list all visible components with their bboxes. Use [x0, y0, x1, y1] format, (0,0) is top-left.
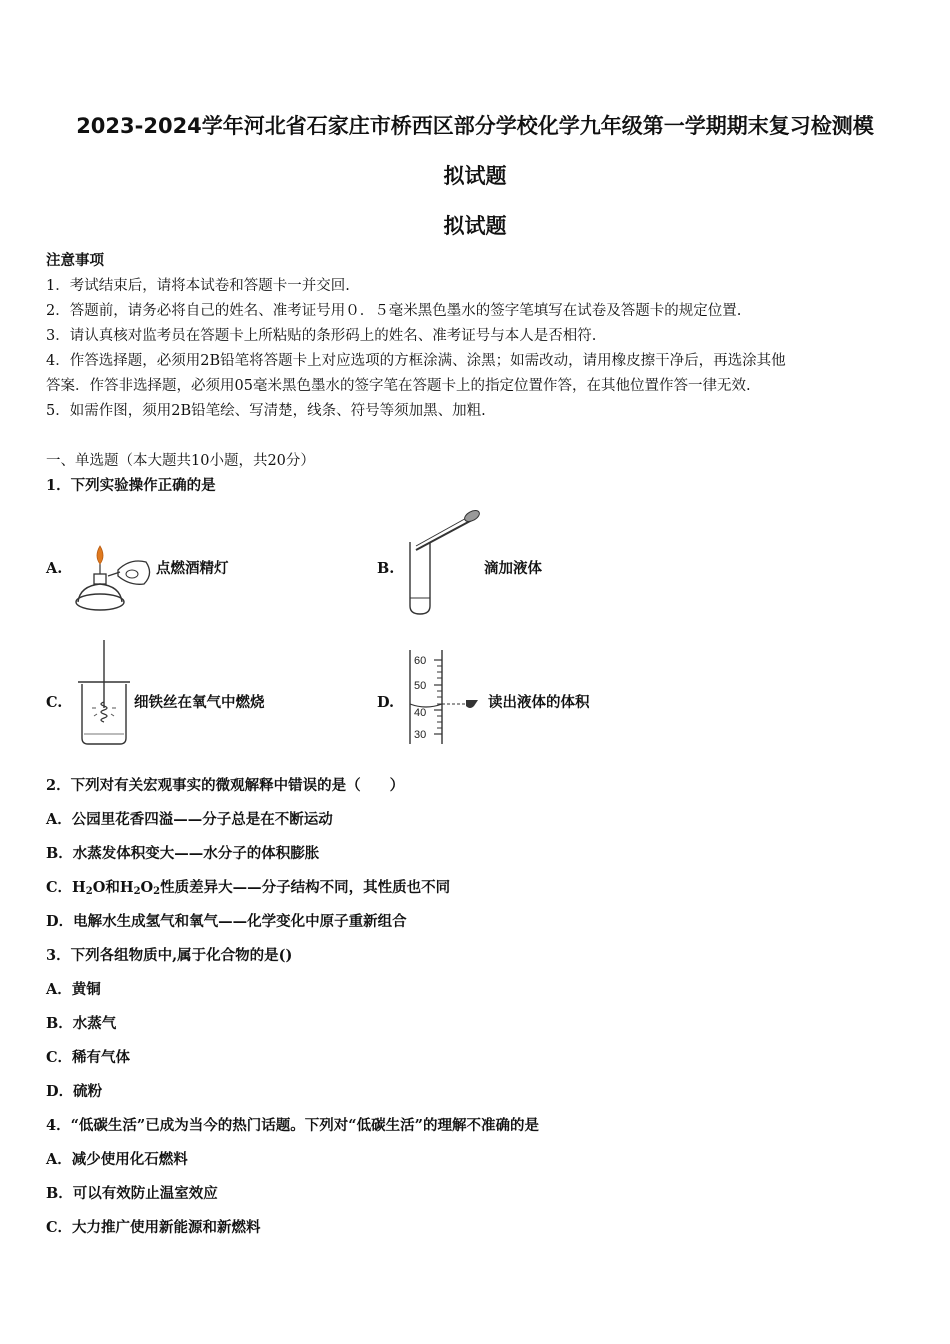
- iron-wire-combustion-figure: [76, 640, 132, 746]
- notice-item: 4．作答选择题，必须用2B铅笔将答题卡上对应选项的方框涂满、涂黑；如需改动，请用橡皮擦干净后，再选涂其他: [46, 353, 786, 369]
- cylinder-tick-label: 60: [414, 655, 427, 667]
- question-3-stem: 3．下列各组物质中,属于化合物的是(): [46, 947, 293, 964]
- cylinder-tick-label: 30: [414, 729, 427, 741]
- q2-option-a: A．公园里花香四溢——分子总是在不断运动: [46, 811, 333, 828]
- q4-option-b: B．可以有效防止温室效应: [46, 1185, 218, 1202]
- exam-title-line2: 拟试题: [443, 164, 507, 188]
- dropper-test-tube-figure: [400, 506, 490, 618]
- q1-option-d-label: D.: [377, 694, 395, 711]
- exam-title-line3: 拟试题: [443, 214, 507, 238]
- question-1-stem: 1．下列实验操作正确的是: [46, 477, 216, 494]
- q3-option-d: D．硫粉: [46, 1083, 103, 1100]
- q1-option-c-text: 细铁丝在氧气中燃烧: [134, 694, 265, 711]
- cylinder-tick-label: 50: [414, 680, 427, 692]
- q1-option-c-label: C.: [46, 694, 63, 711]
- alcohol-lamp-figure: [72, 540, 156, 616]
- q1-option-a-text: 点燃酒精灯: [156, 560, 229, 577]
- q3-option-b: B．水蒸气: [46, 1015, 117, 1032]
- q4-option-a: A．减少使用化石燃料: [46, 1151, 188, 1168]
- q3-option-a: A．黄铜: [46, 981, 101, 998]
- graduated-cylinder-figure: [400, 648, 490, 748]
- cylinder-tick-label: 40: [414, 707, 427, 719]
- q3-option-c: C．稀有气体: [46, 1049, 131, 1066]
- question-4-stem: 4．“低碳生活”已成为当今的热门话题。下列对“低碳生活”的理解不准确的是: [46, 1117, 539, 1134]
- notice-item: 3．请认真核对监考员在答题卡上所粘贴的条形码上的姓名、准考证号与本人是否相符.: [46, 328, 597, 344]
- notice-item: 答案．作答非选择题，必须用05毫米黑色墨水的签字笔在答题卡上的指定位置作答，在其他位置作答一律无效.: [46, 378, 751, 394]
- q2-option-c: C．$H_2O$和$H_2O_2$性质差异大——分子结构不同，其性质也不同: [46, 879, 451, 897]
- q1-option-b-label: B.: [377, 560, 395, 577]
- q1-option-a-label: A.: [46, 560, 63, 577]
- exam-title-line1: 2023-2024学年河北省石家庄市桥西区部分学校化学九年级第一学期期末复习检测模: [76, 114, 874, 138]
- notice-item: 2．答题前，请务必将自己的姓名、准考证号用０．５毫米黑色墨水的签字笔填写在试卷及答题卡的规定位置.: [46, 303, 742, 319]
- q1-option-d-text: 读出液体的体积: [488, 694, 590, 711]
- q1-option-b-text: 滴加液体: [484, 560, 542, 577]
- question-2-stem: 2．下列对有关宏观事实的微观解释中错误的是（ ）: [46, 777, 405, 794]
- q2-option-b: B．水蒸发体积变大——水分子的体积膨胀: [46, 845, 320, 862]
- q4-option-c: C．大力推广使用新能源和新燃料: [46, 1219, 261, 1236]
- notice-item: 1．考试结束后，请将本试卷和答题卡一并交回.: [46, 278, 350, 294]
- notice-item: 5．如需作图，须用2B铅笔绘、写清楚，线条、符号等须加黑、加粗.: [46, 403, 486, 419]
- section-heading: 一、单选题（本大题共10小题，共20分）: [46, 453, 315, 469]
- q2-option-d: D．电解水生成氢气和氧气——化学变化中原子重新组合: [46, 913, 407, 930]
- notice-heading: 注意事项: [46, 252, 104, 269]
